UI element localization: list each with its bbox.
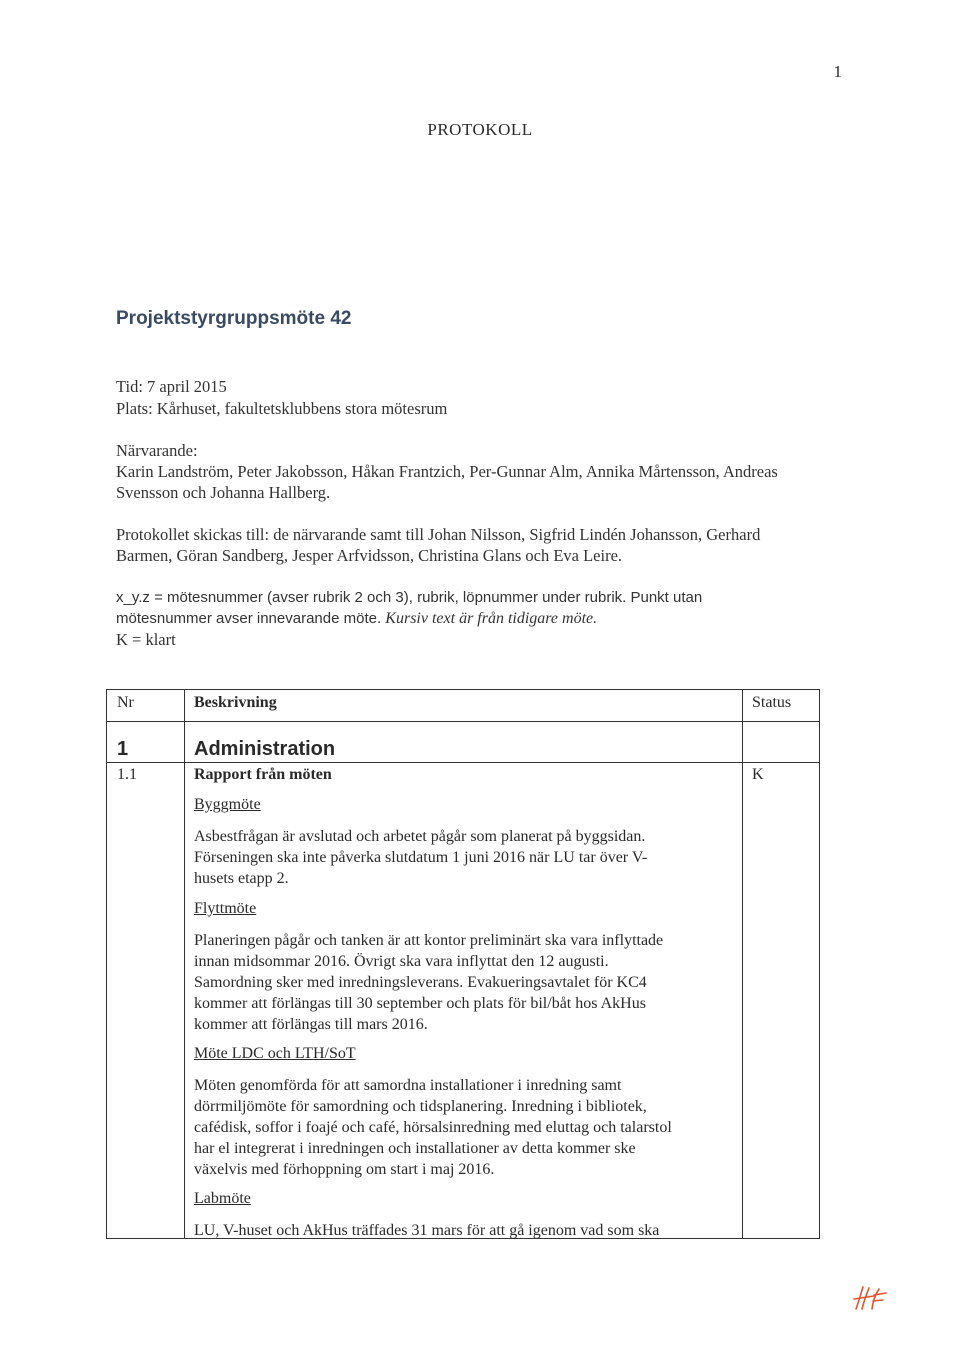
legend-line: x_y.z = mötesnummer (avser rubrik 2 och 3), rubrik, löpnummer under rubrik. Punkt utan — [116, 589, 703, 606]
text-line: husets etapp 2. — [194, 870, 289, 887]
header-description: Beskrivning — [194, 694, 277, 711]
text-line: cafédisk, soffor i foajé och café, hörsalsinredning med eluttag och talarstol — [194, 1119, 672, 1136]
subsection-heading: Labmöte — [194, 1190, 251, 1207]
text-line: kommer att förlängas till 30 september och plats för bil/båt hos AkHus — [194, 995, 646, 1012]
attendees-line: Karin Landström, Peter Jakobsson, Håkan Frantzich, Per-Gunnar Alm, Annika Mårtensson, Andreas — [116, 462, 778, 481]
row-status: K — [752, 766, 764, 783]
section-title: Administration — [194, 738, 336, 760]
handwritten-initials-icon — [850, 1283, 892, 1315]
section-number: 1 — [117, 738, 129, 760]
subsection-text — [194, 930, 734, 1035]
subsection-text — [194, 1075, 734, 1180]
text-line: kommer att förlängas till mars 2016. — [194, 1016, 428, 1033]
header-title: PROTOKOLL — [427, 120, 533, 139]
meeting-title: Projektstyrgruppsmöte 42 — [116, 308, 352, 329]
text-line: LU, V-huset och AkHus träffades 31 mars för att gå igenom vad som ska — [194, 1222, 660, 1239]
attendees-label: Närvarande: — [116, 441, 198, 460]
text-line: Planeringen pågår och tanken är att kontor preliminärt ska vara inflyttade — [194, 932, 664, 949]
column-divider — [184, 690, 185, 1238]
text-line: har el integrerat i inredningen och installationer av detta kommer ske — [194, 1140, 636, 1157]
text-line: innan midsommar 2016. Övrigt ska vara inflyttat den 12 augusti. — [194, 953, 609, 970]
legend-italic-note: Kursiv text är från tidigare möte. — [385, 610, 598, 627]
time-line: Tid: 7 april 2015 — [116, 377, 227, 396]
distribution-line: Barmen, Göran Sandberg, Jesper Arfvidsson, Christina Glans och Eva Leire. — [116, 546, 623, 565]
row-divider — [107, 721, 819, 722]
legend-line — [116, 608, 597, 629]
text-line: Möten genomförda för att samordna installationer i inredning samt — [194, 1077, 622, 1094]
row-number: 1.1 — [117, 766, 137, 783]
minutes-table — [106, 689, 820, 1239]
subsection-text — [194, 1220, 734, 1241]
subsection-heading: Flyttmöte — [194, 900, 257, 917]
legend-line: K = klart — [116, 630, 176, 649]
subsection-heading: Möte LDC och LTH/SoT — [194, 1045, 356, 1062]
page-number: 1 — [833, 62, 842, 81]
attendees-line: Svensson och Johanna Hallberg. — [116, 483, 331, 502]
row-divider — [107, 762, 819, 763]
subsection-text — [194, 826, 734, 889]
header-status: Status — [752, 694, 792, 711]
row-title: Rapport från möten — [194, 766, 332, 783]
legend-text: mötesnummer avser innevarande möte. — [116, 610, 386, 627]
subsection-heading: Byggmöte — [194, 796, 261, 813]
text-line: dörrmiljömöte för samordning och tidsplanering. Inredning i bibliotek, — [194, 1098, 647, 1115]
text-line: växelvis med förhoppning om start i maj 2016. — [194, 1161, 495, 1178]
distribution-line: Protokollet skickas till: de närvarande samt till Johan Nilsson, Sigfrid Lindén Johansson, Gerhard — [116, 525, 761, 544]
text-line: Förseningen ska inte påverka slutdatum 1 juni 2016 när LU tar över V- — [194, 849, 648, 866]
column-divider — [742, 690, 743, 1238]
header-nr: Nr — [117, 694, 134, 711]
place-line: Plats: Kårhuset, fakultetsklubbens stora mötesrum — [116, 399, 448, 418]
text-line: Samordning sker med inredningsleverans. Evakueringsavtalet för KC4 — [194, 974, 647, 991]
text-line: Asbestfrågan är avslutad och arbetet pågår som planerat på byggsidan. — [194, 828, 646, 845]
